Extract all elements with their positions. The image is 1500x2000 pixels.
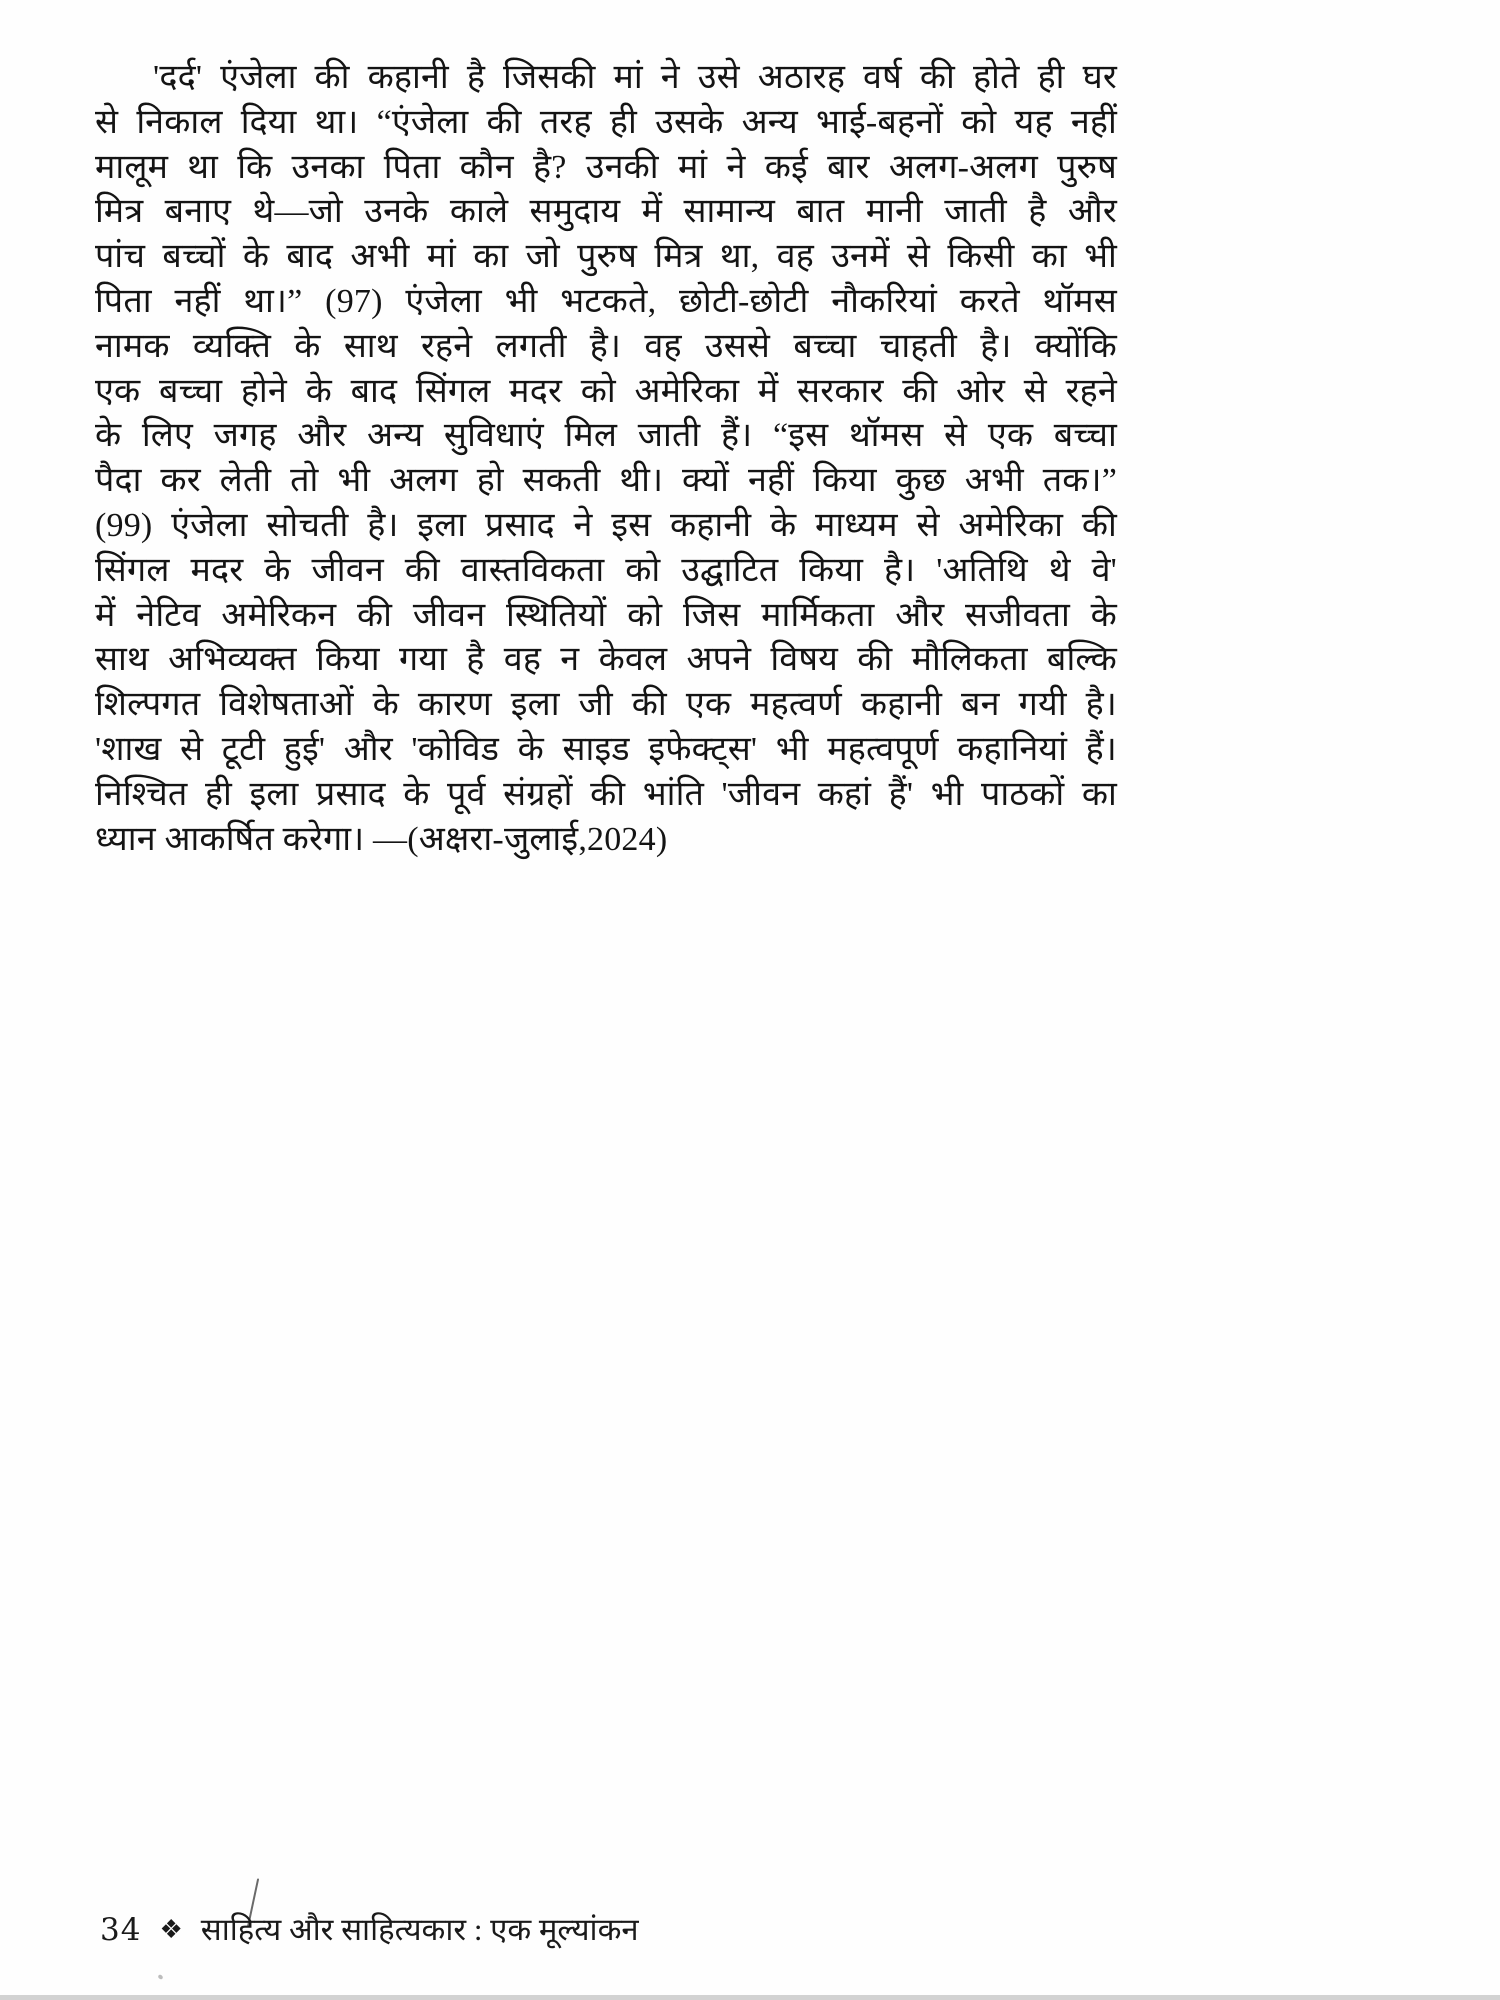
text-line: 'दर्द' एंजेला की कहानी है जिसकी मां ने उसे अठारह वर्ष की होते ही घर (153, 59, 1117, 96)
paragraph (95, 56, 1117, 862)
text-line: के लिए जगह और अन्य सुविधाएं मिल जाती हैं। “इस थॉमस से एक बच्चा (95, 417, 1117, 455)
text-line: सिंगल मदर के जीवन की वास्तविकता को उद्घाटित किया है। 'अतिथि थे वे' (95, 551, 1117, 589)
page-footer (100, 1908, 639, 1950)
running-book-title: साहित्य और साहित्यकार : एक मूल्यांकन (200, 1912, 639, 1947)
text-line: ध्यान आकर्षित करेगा। —(अक्षरा-जुलाई,2024) (95, 820, 668, 858)
text-line: पैदा कर लेती तो भी अलग हो सकती थी। क्यों नहीं किया कुछ अभी तक।” (95, 462, 1117, 500)
text-line: साथ अभिव्यक्त किया गया है वह न केवल अपने विषय की मौलिकता बल्कि (95, 641, 1117, 679)
text-line: (99) एंजेला सोचती है। इला प्रसाद ने इस कहानी के माध्यम से अमेरिका की (95, 506, 1117, 544)
text-line: 'शाख से टूटी हुई' और 'कोविड के साइड इफेक्ट्स' भी महत्वपूर्ण कहानियां हैं। (95, 730, 1117, 768)
diamond-separator-icon: ❖ (159, 1915, 183, 1944)
text-line: से निकाल दिया था। “एंजेला की तरह ही उसके अन्य भाई-बहनों को यह नहीं (95, 103, 1117, 141)
text-line: निश्चित ही इला प्रसाद के पूर्व संग्रहों की भांति 'जीवन कहां हैं' भी पाठकों का (95, 775, 1117, 813)
scan-bottom-edge (0, 1995, 1500, 2000)
text-line: पिता नहीं था।” (97) एंजेला भी भटकते, छोटी-छोटी नौकरियां करते थॉमस (95, 282, 1117, 320)
text-line: मालूम था कि उनका पिता कौन है? उनकी मां ने कई बार अलग-अलग पुरुष (95, 148, 1117, 186)
text-line: पांच बच्चों के बाद अभी मां का जो पुरुष मित्र था, वह उनमें से किसी का भी (95, 238, 1117, 276)
text-line: शिल्पगत विशेषताओं के कारण इला जी की एक महत्वर्ण कहानी बन गयी है। (95, 686, 1117, 724)
text-line: नामक व्यक्ति के साथ रहने लगती है। वह उससे बच्चा चाहती है। क्योंकि (95, 327, 1117, 365)
text-line: एक बच्चा होने के बाद सिंगल मदर को अमेरिका में सरकार की ओर से रहने (95, 372, 1117, 410)
text-line: मित्र बनाए थे—जो उनके काले समुदाय में सामान्य बात मानी जाती है और (95, 193, 1117, 231)
page-number: 34 (100, 1912, 142, 1948)
scan-speck (157, 1974, 163, 1980)
text-line: में नेटिव अमेरिकन की जीवन स्थितियों को जिस मार्मिकता और सजीवता के (95, 596, 1117, 634)
